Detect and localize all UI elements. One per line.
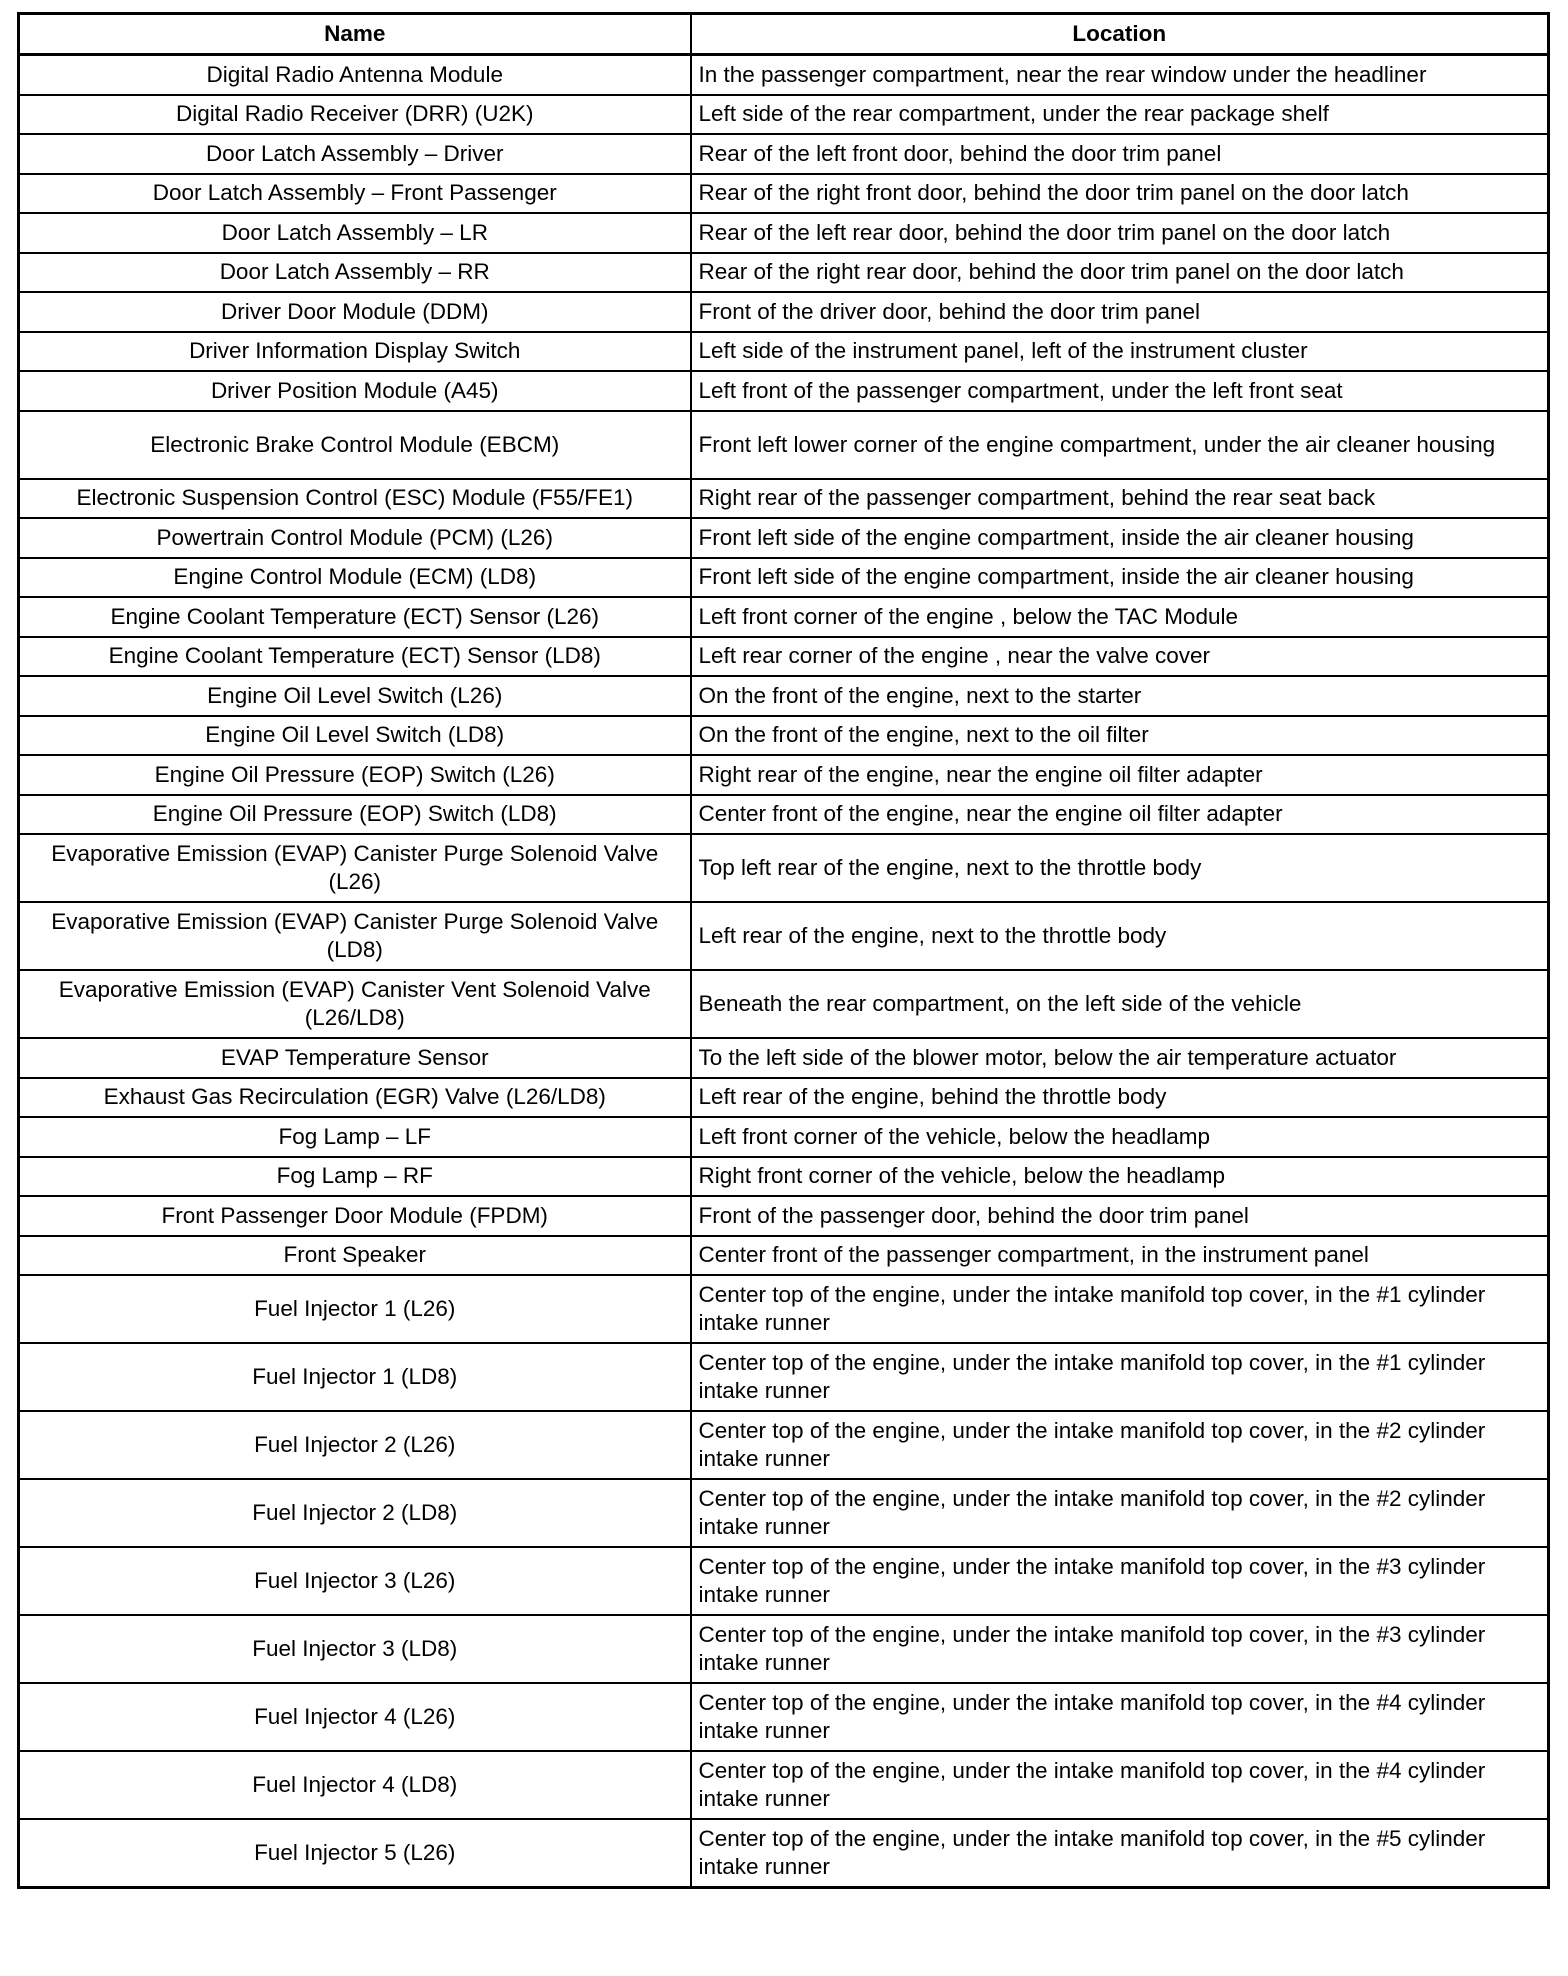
component-location-cell: Left front corner of the vehicle, below the headlamp	[691, 1117, 1549, 1157]
component-name-cell: Fuel Injector 2 (LD8)	[19, 1479, 691, 1547]
component-location-cell: Front left side of the engine compartment, inside the air cleaner housing	[691, 518, 1549, 558]
component-name-cell: Engine Control Module (ECM) (LD8)	[19, 558, 691, 598]
component-location-cell: In the passenger compartment, near the rear window under the headliner	[691, 55, 1549, 95]
table-row	[19, 1236, 1549, 1276]
component-name-cell: Powertrain Control Module (PCM) (L26)	[19, 518, 691, 558]
component-name-cell: Exhaust Gas Recirculation (EGR) Valve (L26/LD8)	[19, 1078, 691, 1118]
table-row	[19, 1683, 1549, 1751]
table-row	[19, 518, 1549, 558]
component-location-cell: Front of the driver door, behind the door trim panel	[691, 292, 1549, 332]
table-row	[19, 1196, 1549, 1236]
table-row	[19, 902, 1549, 970]
table-row	[19, 332, 1549, 372]
component-location-cell: Rear of the left rear door, behind the door trim panel on the door latch	[691, 213, 1549, 253]
component-location-cell: Center front of the engine, near the engine oil filter adapter	[691, 795, 1549, 835]
component-name-cell: Fog Lamp – RF	[19, 1157, 691, 1197]
table-row	[19, 411, 1549, 479]
component-location-cell: Center top of the engine, under the intake manifold top cover, in the #4 cylinder intake runner	[691, 1751, 1549, 1819]
component-name-cell: Fuel Injector 4 (LD8)	[19, 1751, 691, 1819]
table-row	[19, 970, 1549, 1038]
component-name-cell: Engine Coolant Temperature (ECT) Sensor (LD8)	[19, 637, 691, 677]
name-column-header: Name	[19, 14, 691, 55]
component-name-cell: Door Latch Assembly – Front Passenger	[19, 174, 691, 214]
table-header-row	[19, 14, 1549, 55]
component-location-cell: Left front of the passenger compartment, under the left front seat	[691, 371, 1549, 411]
component-location-cell: Center top of the engine, under the intake manifold top cover, in the #2 cylinder intake runner	[691, 1479, 1549, 1547]
component-name-cell: Driver Position Module (A45)	[19, 371, 691, 411]
component-location-cell: Center top of the engine, under the intake manifold top cover, in the #5 cylinder intake runner	[691, 1819, 1549, 1888]
component-location-cell: To the left side of the blower motor, below the air temperature actuator	[691, 1038, 1549, 1078]
component-location-cell: Center top of the engine, under the intake manifold top cover, in the #2 cylinder intake runner	[691, 1411, 1549, 1479]
table-row	[19, 292, 1549, 332]
component-name-cell: Fuel Injector 1 (L26)	[19, 1275, 691, 1343]
component-name-cell: Driver Door Module (DDM)	[19, 292, 691, 332]
component-name-cell: Fuel Injector 3 (LD8)	[19, 1615, 691, 1683]
table-row	[19, 1038, 1549, 1078]
component-name-cell: Engine Oil Level Switch (LD8)	[19, 716, 691, 756]
table-row	[19, 1547, 1549, 1615]
component-name-cell: Front Passenger Door Module (FPDM)	[19, 1196, 691, 1236]
table-row	[19, 134, 1549, 174]
component-location-cell: Center top of the engine, under the intake manifold top cover, in the #3 cylinder intake runner	[691, 1547, 1549, 1615]
component-location-cell: Front left lower corner of the engine compartment, under the air cleaner housing	[691, 411, 1549, 479]
table-row	[19, 1343, 1549, 1411]
table-row	[19, 795, 1549, 835]
component-name-cell: Fuel Injector 4 (L26)	[19, 1683, 691, 1751]
component-name-cell: Engine Oil Pressure (EOP) Switch (LD8)	[19, 795, 691, 835]
component-name-cell: Digital Radio Antenna Module	[19, 55, 691, 95]
component-name-cell: Front Speaker	[19, 1236, 691, 1276]
table-row	[19, 1157, 1549, 1197]
component-location-cell: Center top of the engine, under the intake manifold top cover, in the #1 cylinder intake runner	[691, 1343, 1549, 1411]
table-body	[19, 55, 1549, 1888]
component-location-cell: Left rear of the engine, next to the throttle body	[691, 902, 1549, 970]
component-location-cell: Center top of the engine, under the intake manifold top cover, in the #4 cylinder intake runner	[691, 1683, 1549, 1751]
table-row	[19, 479, 1549, 519]
component-name-cell: Engine Coolant Temperature (ECT) Sensor (L26)	[19, 597, 691, 637]
table-row	[19, 213, 1549, 253]
component-locations-table	[17, 12, 1550, 1889]
component-name-cell: Evaporative Emission (EVAP) Canister Vent Solenoid Valve (L26/LD8)	[19, 970, 691, 1038]
component-name-cell: Fuel Injector 2 (L26)	[19, 1411, 691, 1479]
component-location-cell: Left side of the instrument panel, left of the instrument cluster	[691, 332, 1549, 372]
component-location-cell: Rear of the right rear door, behind the door trim panel on the door latch	[691, 253, 1549, 293]
table-row	[19, 55, 1549, 95]
table-row	[19, 1078, 1549, 1118]
component-location-cell: On the front of the engine, next to the oil filter	[691, 716, 1549, 756]
table-row	[19, 716, 1549, 756]
component-name-cell: Fuel Injector 1 (LD8)	[19, 1343, 691, 1411]
table-row	[19, 1751, 1549, 1819]
component-location-cell: Top left rear of the engine, next to the throttle body	[691, 834, 1549, 902]
table-row	[19, 637, 1549, 677]
component-name-cell: Engine Oil Level Switch (L26)	[19, 676, 691, 716]
table-row	[19, 1117, 1549, 1157]
table-row	[19, 253, 1549, 293]
table-row	[19, 755, 1549, 795]
component-location-cell: Left front corner of the engine , below the TAC Module	[691, 597, 1549, 637]
component-name-cell: Evaporative Emission (EVAP) Canister Purge Solenoid Valve (LD8)	[19, 902, 691, 970]
component-name-cell: Evaporative Emission (EVAP) Canister Purge Solenoid Valve (L26)	[19, 834, 691, 902]
component-location-cell: Left rear corner of the engine , near the valve cover	[691, 637, 1549, 677]
component-location-cell: Left rear of the engine, behind the throttle body	[691, 1078, 1549, 1118]
component-location-cell: Center top of the engine, under the intake manifold top cover, in the #3 cylinder intake runner	[691, 1615, 1549, 1683]
component-location-cell: On the front of the engine, next to the starter	[691, 676, 1549, 716]
component-name-cell: Door Latch Assembly – LR	[19, 213, 691, 253]
table-row	[19, 676, 1549, 716]
component-name-cell: Door Latch Assembly – RR	[19, 253, 691, 293]
component-name-cell: EVAP Temperature Sensor	[19, 1038, 691, 1078]
component-location-cell: Rear of the left front door, behind the door trim panel	[691, 134, 1549, 174]
table-row	[19, 1819, 1549, 1888]
table-row	[19, 95, 1549, 135]
component-location-cell: Right rear of the engine, near the engine oil filter adapter	[691, 755, 1549, 795]
table-row	[19, 1615, 1549, 1683]
component-name-cell: Driver Information Display Switch	[19, 332, 691, 372]
component-name-cell: Electronic Suspension Control (ESC) Module (F55/FE1)	[19, 479, 691, 519]
component-location-cell: Rear of the right front door, behind the door trim panel on the door latch	[691, 174, 1549, 214]
component-location-cell: Front of the passenger door, behind the door trim panel	[691, 1196, 1549, 1236]
table-row	[19, 371, 1549, 411]
table-row	[19, 558, 1549, 598]
table-row	[19, 1275, 1549, 1343]
component-name-cell: Door Latch Assembly – Driver	[19, 134, 691, 174]
component-name-cell: Fuel Injector 5 (L26)	[19, 1819, 691, 1888]
component-name-cell: Digital Radio Receiver (DRR) (U2K)	[19, 95, 691, 135]
component-name-cell: Fog Lamp – LF	[19, 1117, 691, 1157]
table-row	[19, 834, 1549, 902]
component-location-cell: Right front corner of the vehicle, below the headlamp	[691, 1157, 1549, 1197]
component-name-cell: Fuel Injector 3 (L26)	[19, 1547, 691, 1615]
component-location-cell: Center front of the passenger compartment, in the instrument panel	[691, 1236, 1549, 1276]
location-column-header: Location	[691, 14, 1549, 55]
component-location-cell: Center top of the engine, under the intake manifold top cover, in the #1 cylinder intake runner	[691, 1275, 1549, 1343]
component-location-cell: Beneath the rear compartment, on the left side of the vehicle	[691, 970, 1549, 1038]
component-location-cell: Front left side of the engine compartment, inside the air cleaner housing	[691, 558, 1549, 598]
table-row	[19, 1411, 1549, 1479]
component-location-cell: Right rear of the passenger compartment, behind the rear seat back	[691, 479, 1549, 519]
component-location-cell: Left side of the rear compartment, under the rear package shelf	[691, 95, 1549, 135]
component-name-cell: Engine Oil Pressure (EOP) Switch (L26)	[19, 755, 691, 795]
table-row	[19, 1479, 1549, 1547]
table-row	[19, 597, 1549, 637]
component-name-cell: Electronic Brake Control Module (EBCM)	[19, 411, 691, 479]
table-row	[19, 174, 1549, 214]
